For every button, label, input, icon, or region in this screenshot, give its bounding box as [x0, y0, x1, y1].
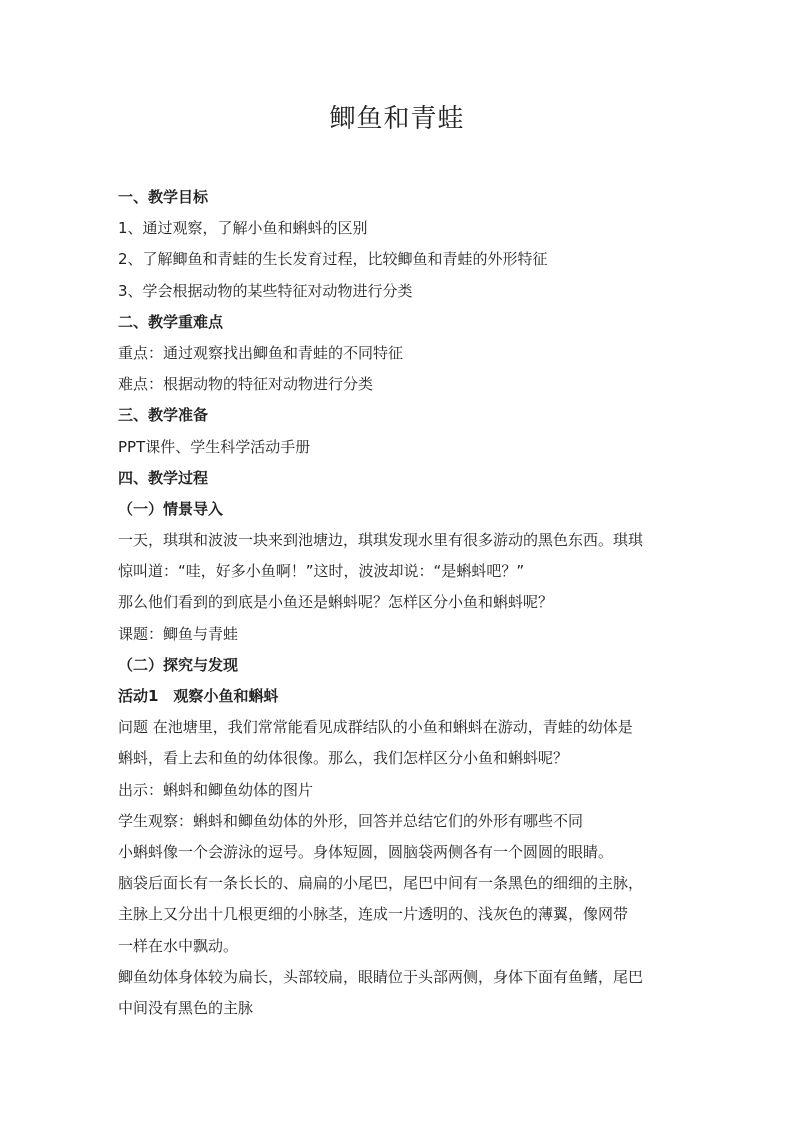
paragraph-line: 重点：通过观察找出鲫鱼和青蛙的不同特征	[118, 343, 404, 362]
paragraph-line: 鲫鱼幼体身体较为扁长，头部较扁，眼睛位于头部两侧，身体下面有鱼鳍，尾巴	[118, 967, 644, 986]
section-heading: 三、教学准备	[118, 406, 209, 425]
paragraph-line: 中间没有黑色的主脉	[118, 998, 254, 1017]
paragraph-line: 3、学会根据动物的某些特征对动物进行分类	[118, 281, 413, 300]
paragraph-line: 1、通过观察，了解小鱼和蝌蚪的区别	[118, 219, 368, 238]
paragraph-line: 2、了解鲫鱼和青蛙的生长发育过程，比较鲫鱼和青蛙的外形特征	[118, 250, 548, 269]
paragraph-line: 主脉上又分出十几根更细的小脉茎，连成一片透明的、浅灰色的薄翼，像网带	[118, 905, 629, 924]
paragraph-line: 一样在水中飘动。	[118, 936, 239, 955]
paragraph-line: 脑袋后面长有一条长长的、扁扁的小尾巴，尾巴中间有一条黑色的细细的主脉，	[118, 874, 644, 893]
section-heading: 四、教学过程	[118, 468, 209, 487]
paragraph-line: 惊叫道：“哇，好多小鱼啊！”这时，波波却说：“是蝌蚪吧？”	[118, 562, 525, 581]
paragraph-line: 难点：根据动物的特征对动物进行分类	[118, 375, 374, 394]
paragraph-line: 一天，琪琪和波波一块来到池塘边，琪琪发现水里有很多游动的黑色东西。琪琪	[118, 531, 644, 550]
document-title: 鲫鱼和青蛙	[329, 104, 465, 134]
paragraph-line: 蝌蚪，看上去和鱼的幼体很像。那么，我们怎样区分小鱼和蝌蚪呢？	[118, 749, 569, 768]
paragraph-line: 问题 在池塘里，我们常常能看见成群结队的小鱼和蝌蚪在游动，青蛙的幼体是	[118, 718, 633, 737]
paragraph-line: 小蝌蚪像一个会游泳的逗号。身体短圆，圆脑袋两侧各有一个圆圆的眼睛。	[118, 842, 614, 861]
paragraph-line: PPT课件、学生科学活动手册	[118, 437, 311, 456]
section-heading: 一、教学目标	[118, 188, 209, 206]
section-heading: 二、教学重难点	[118, 312, 224, 331]
paragraph-line: 学生观察：蝌蚪和鲫鱼幼体的外形，回答并总结它们的外形有哪些不同	[118, 811, 584, 830]
section-heading: （一）情景导入	[118, 499, 224, 518]
paragraph-line: 出示：蝌蚪和鲫鱼幼体的图片	[118, 780, 314, 799]
paragraph-line: 那么他们看到的到底是小鱼还是蝌蚪呢？怎样区分小鱼和蝌蚪呢？	[118, 593, 554, 612]
document-body	[118, 182, 678, 1024]
section-heading: （二）探究与发现	[118, 655, 239, 674]
section-heading: 活动1 观察小鱼和蝌蚪	[118, 687, 279, 705]
paragraph-line: 课题：鲫鱼与青蛙	[118, 624, 239, 643]
